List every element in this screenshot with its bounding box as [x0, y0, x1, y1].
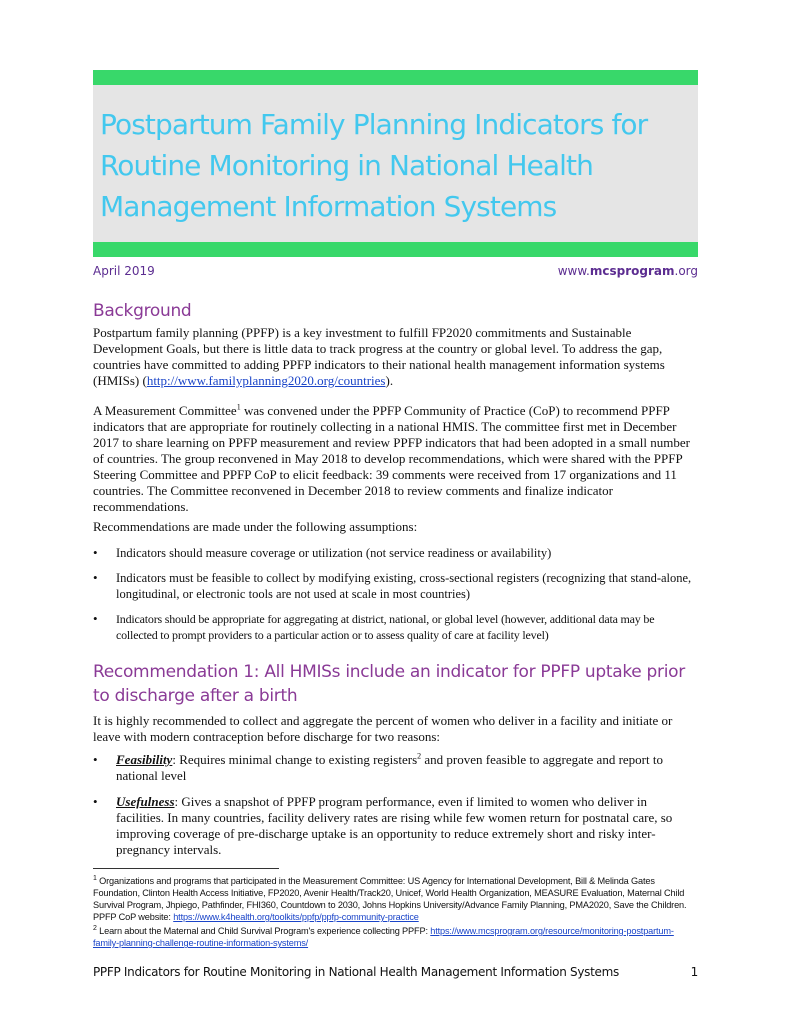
bullet-icon: • — [93, 752, 98, 767]
mcsprogram-resource-link[interactable]: https://www.mcsprogram.org/resource/monitoring-postpartum-family-planning-challenge-routine-information-systems/ — [93, 926, 674, 949]
bullet-icon: • — [93, 570, 98, 585]
list-item: • Usefulness: Gives a snapshot of PPFP program performance, even if limited to women who deliver in facilities. In many countries, facility delivery rates are rising while few women return for postnatal care, so improving coverage of pre-discharge uptake is an opportunity to reduce extremely short and risky inter-pregnancy intervals. — [93, 794, 673, 857]
footnote-ref-1[interactable]: 1 — [236, 402, 241, 412]
publication-date: April 2019 — [93, 264, 155, 278]
top-green-rule — [93, 70, 698, 85]
bottom-green-rule — [93, 242, 698, 257]
recommendation-1-intro: It is highly recommended to collect and aggregate the percent of women who deliver in a facility and initiate or leave with modern contraception before discharge for two reasons: — [93, 713, 673, 744]
footnotes — [93, 873, 698, 949]
footnote-2: $^2$ Learn about the Maternal and Child Survival Program's experience collecting PPFP: https://www.mcsprogram.org/resource/monitoring-postpartum-family-planning-challenge-routine-information-systems/ — [93, 925, 674, 949]
footnote-divider — [93, 868, 279, 869]
assumptions-list — [93, 545, 698, 652]
list-item: • Feasibility: Requires minimal change to existing registers$^2$ and proven feasible to aggregate and report to national level — [93, 751, 663, 783]
page-title: Postpartum Family Planning Indicators for Routine Monitoring in National Health Management Information Systems — [100, 108, 648, 223]
recommendation-1-heading: Recommendation 1: All HMISs include an indicator for PPFP uptake prior to discharge after a birth — [93, 662, 685, 706]
background-paragraph-2: A Measurement Committee$^1$ was convened under the PPFP Community of Practice (CoP) to recommend PPFP indicators that are appropriate for routinely collecting in a national HMIS. The committee first met in December 2017 to share learning on PPFP measurement and review PPFP indicators that had been adopted in a small number of countries. The group reconvened in May 2018 to develop recommendations, which were shared with the PPFP Steering Committee and PPFP CoP to elicit feedback: 39 comments were received from 17 organizations and 11 countries. The Committee reconvened in December 2018 to review comments and finalize indicator recommendations. — [93, 402, 690, 514]
footnote-1: $^1$ Organizations and programs that participated in the Measurement Committee: US Agency for International Development, Bill & Melinda Gates Foundation, Clinton Health Access Initiative, FP2020, Avenir Health/Track20, Unicef, World Health Organization, MEASURE Evaluation, Maternal Child Survival Program, Jhpiego, Pathfinder, FHI360, Countdown to 2030, Johns Hopkins University/Advance Family Planning, PMA2020, Save the Children. PPFP CoP website: https://www.k4health.org/toolkits/ppfp/ppfp-community-practice — [93, 875, 687, 923]
reasons-list — [93, 752, 698, 868]
assumptions-intro: Recommendations are made under the following assumptions: — [93, 519, 418, 534]
list-item: • Indicators must be feasible to collect by modifying existing, cross-sectional registers (recognizing that stand-alone, longitudinal, or electronic tools are not used at scale in most countries) — [93, 570, 692, 601]
bullet-icon: • — [93, 545, 98, 560]
website-link[interactable]: www.mcsprogram.org — [557, 264, 698, 278]
k4health-link[interactable]: https://www.k4health.org/toolkits/ppfp/ppfp-community-practice — [173, 912, 419, 923]
background-paragraph-1: Postpartum family planning (PPFP) is a key investment to fulfill FP2020 commitments and Sustainable Development Goals, but there is little data to track progress at the country or global level. To address the gap, countries have committed to adding PPFP indicators to their national health management information systems (HMISs) (http://www.familyplanning2020.org/countries). — [93, 325, 665, 388]
bullet-icon: • — [93, 794, 98, 809]
running-footer: PPFP Indicators for Routine Monitoring in National Health Management Information Systems — [93, 965, 619, 979]
background-heading: Background — [93, 301, 192, 321]
familyplanning2020-link[interactable]: http://www.familyplanning2020.org/countries — [146, 373, 386, 388]
footnote-ref-2[interactable]: 2 — [417, 751, 422, 761]
page-number: 1 — [690, 965, 698, 979]
list-item: • Indicators should be appropriate for aggregating at district, national, or global level (however, additional data may be collected to prompt providers to a particular action or to assess quality of care at facility level) — [93, 611, 655, 642]
list-item: • Indicators should measure coverage or utilization (not service readiness or availability) — [93, 545, 552, 560]
bullet-icon: • — [93, 611, 98, 626]
